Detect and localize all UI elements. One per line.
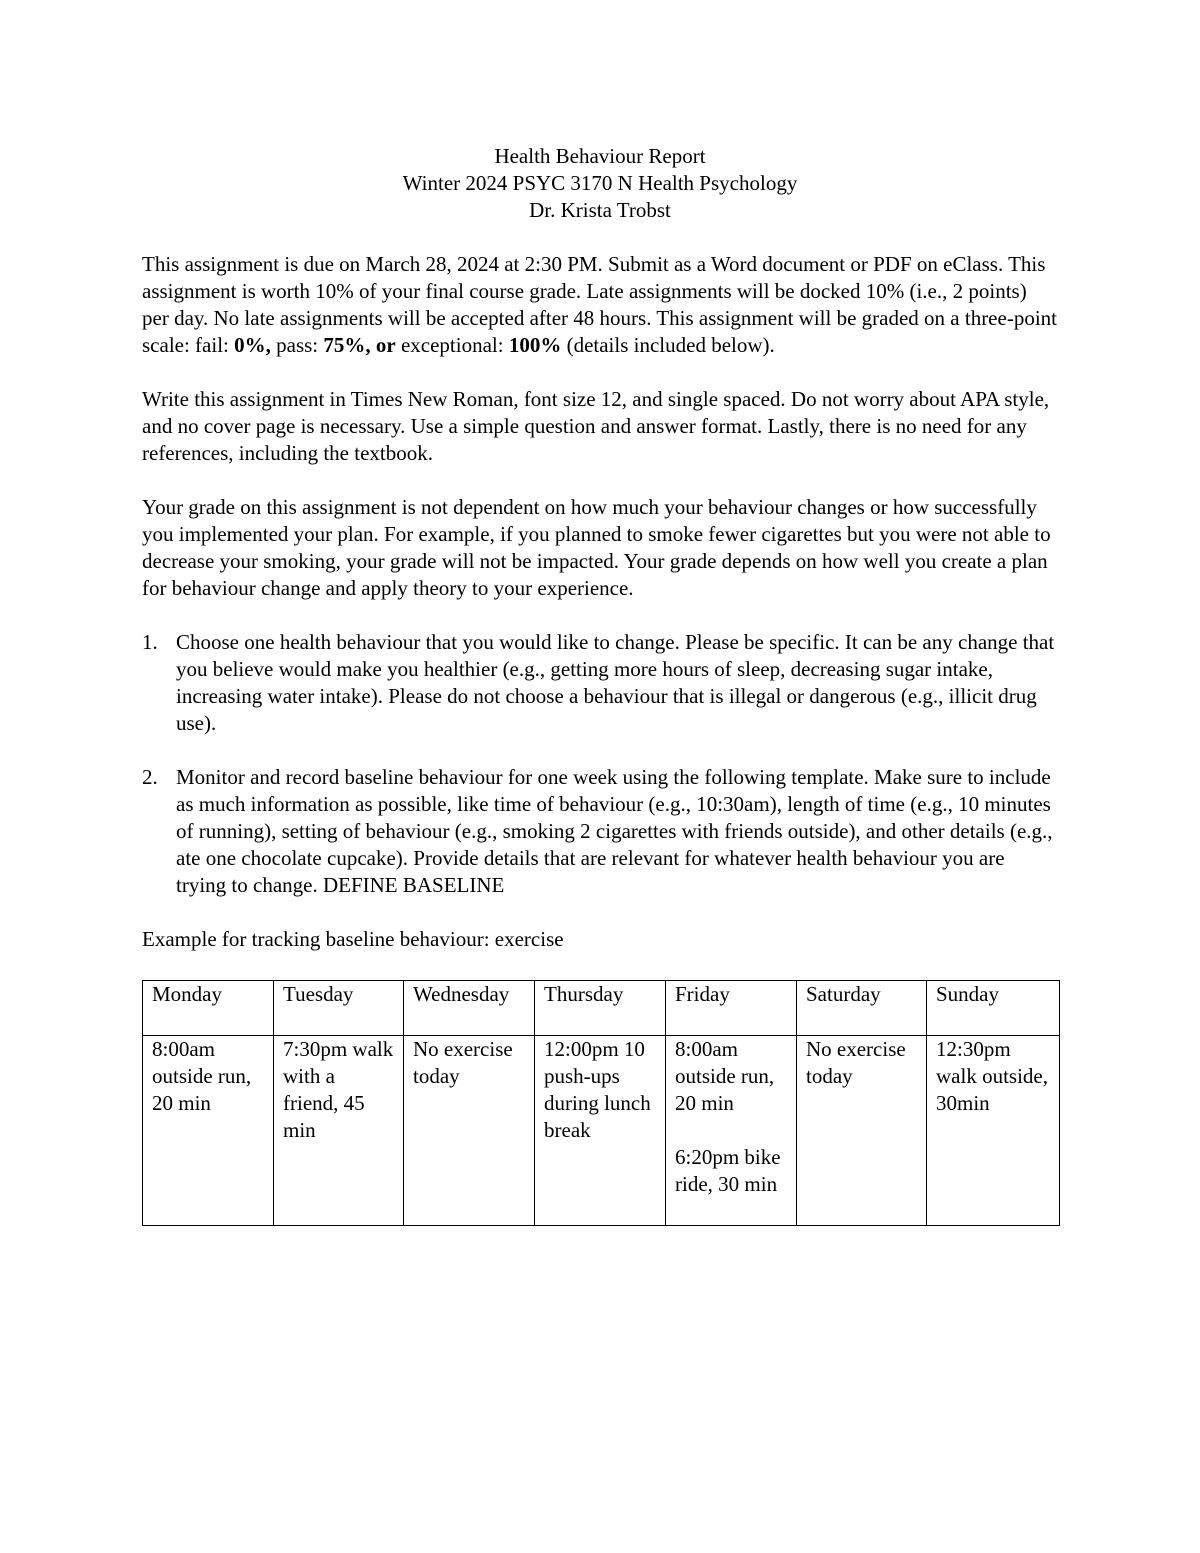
list-item (142, 629, 1058, 737)
course-line: Winter 2024 PSYC 3170 N Health Psychology (402, 171, 798, 195)
due-date-paragraph: This assignment is due on March 28, 2024 at 2:30 PM. Submit as a Word document or PDF on eClass. This assignment is worth 10% of your final course grade. Late assignments will be docked 10% (i.e., 2 points) per day. No late assignments will be accepted after 48 hours. This assignment will be graded on a three-point scale: fail: 0%, pass: 75%, or exceptional: 100% (details included below). (142, 252, 1057, 357)
steps-list (142, 629, 1058, 899)
day-header-wednesday: Wednesday (404, 981, 535, 1036)
day-header-thursday: Thursday (535, 981, 666, 1036)
entry-sunday: 12:30pm walk outside, 30min (927, 1036, 1060, 1226)
entry-monday: 8:00am outside run, 20 min (143, 1036, 274, 1226)
step-number: 2. (142, 765, 158, 789)
entry-tuesday: 7:30pm walk with a friend, 45 min (274, 1036, 404, 1226)
formatting-paragraph: Write this assignment in Times New Roman, font size 12, and single spaced. Do not worry about APA style, and no cover page is necessary. Use a simple question and answer format. Lastly, there is no need for any references, including the textbook. (142, 387, 1050, 465)
table-header-row (143, 981, 1060, 1036)
step-text: Choose one health behaviour that you would like to change. Please be specific. It can be any change that you believe would make you healthier (e.g., getting more hours of sleep, decreasing sugar intake, increasing water intake). Please do not choose a behaviour that is illegal or dangerous (e.g., illicit drug use). (176, 630, 1055, 735)
baseline-tracking-table (142, 980, 1060, 1226)
friday-entry-2: 6:20pm bike ride, 30 min (675, 1145, 781, 1196)
step-number: 1. (142, 630, 158, 654)
day-header-tuesday: Tuesday (274, 981, 404, 1036)
step-text: Monitor and record baseline behaviour for one week using the following template. Make sure to include as much information as possible, like time of behaviour (e.g., 10:30am), length of time (e.g., 10 minutes of running), setting of behaviour (e.g., smoking 2 cigarettes with friends outside), and other details (e.g., ate one chocolate cupcake). Provide details that are relevant for whatever health behaviour you are trying to change. DEFINE BASELINE (176, 765, 1053, 897)
entry-thursday: 12:00pm 10 push-ups during lunch break (535, 1036, 666, 1226)
entry-saturday: No exercise today (797, 1036, 927, 1226)
grading-paragraph: Your grade on this assignment is not dependent on how much your behaviour changes or how successfully you implemented your plan. For example, if you planned to smoke fewer cigarettes but you were not able to decrease your smoking, your grade will not be impacted. Your grade depends on how well you create a plan for behaviour change and apply theory to your experience. (142, 495, 1051, 600)
report-title: Health Behaviour Report (494, 144, 706, 168)
friday-entry-1: 8:00am outside run, 20 min (675, 1037, 775, 1115)
exceptional-grade: 100% (508, 333, 562, 357)
instructor-line: Dr. Krista Trobst (529, 198, 671, 222)
day-header-sunday: Sunday (927, 981, 1060, 1036)
example-label: Example for tracking baseline behaviour: exercise (142, 927, 564, 951)
table-row (143, 1036, 1060, 1226)
entry-friday (666, 1036, 797, 1226)
pass-grade: 75%, or (323, 333, 396, 357)
list-item (142, 764, 1058, 899)
entry-wednesday: No exercise today (404, 1036, 535, 1226)
day-header-monday: Monday (143, 981, 274, 1036)
day-header-friday: Friday (666, 981, 797, 1036)
document-header (142, 143, 1058, 224)
fail-grade: 0%, (234, 333, 271, 357)
day-header-saturday: Saturday (797, 981, 927, 1036)
